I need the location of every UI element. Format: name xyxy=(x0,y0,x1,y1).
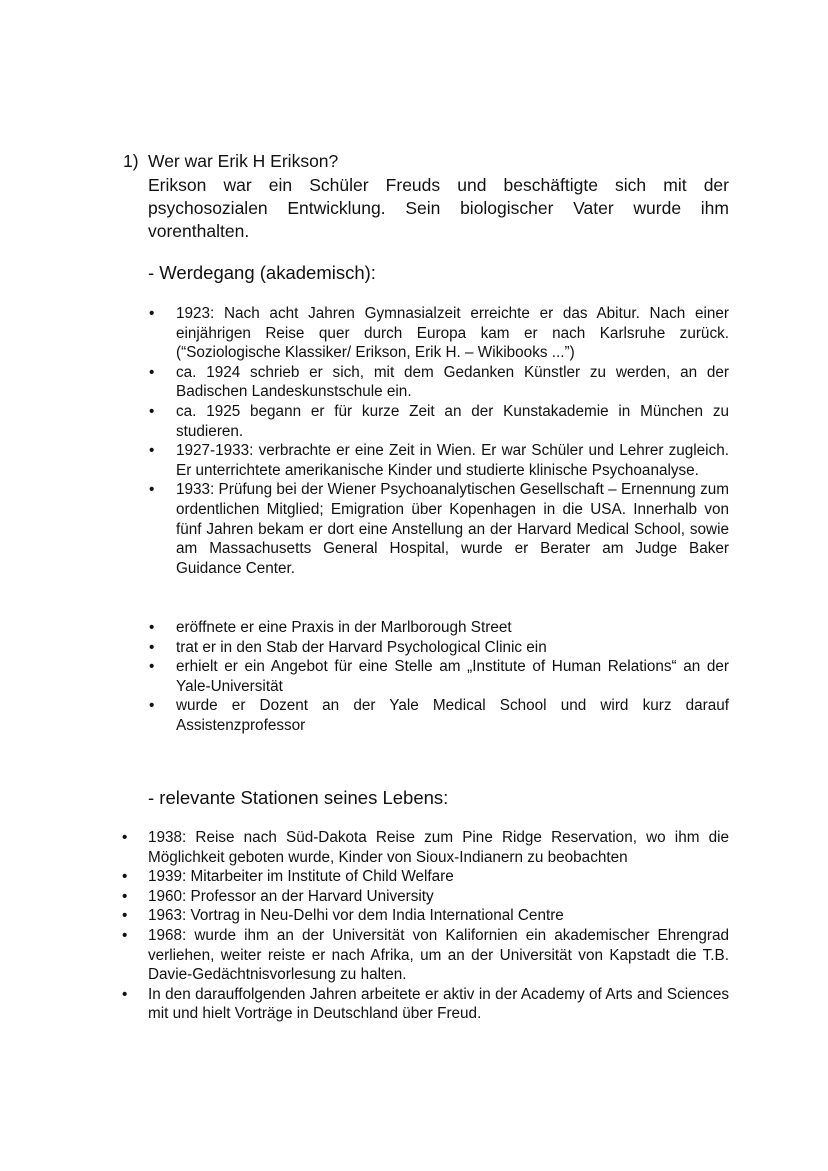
list-item-text: ca. 1924 schrieb er sich, mit dem Gedanken Künstler zu werden, an der Badischen Landeskunstschule ein. xyxy=(176,363,729,401)
bullet-icon: • xyxy=(122,985,128,1003)
bullet-icon: • xyxy=(149,442,155,460)
bullet-icon: • xyxy=(122,829,128,846)
list-item-text: trat er in den Stab der Harvard Psychological Clinic ein xyxy=(176,638,547,656)
list-item-text: 1927-1933: verbrachte er eine Zeit in Wien. Er war Schüler und Lehrer zugleich. Er unterrichtete amerikanische Kinder und studierte klinische Psychoanalyse. xyxy=(176,442,729,479)
bullet-icon: • xyxy=(149,697,155,715)
list-item xyxy=(149,657,729,696)
list-item-text: 1939: Mitarbeiter im Institute of Child Welfare xyxy=(148,868,454,886)
question-number: 1) xyxy=(123,151,139,171)
bullet-icon: • xyxy=(122,887,128,905)
list-item-text: erhielt er ein Angebot für eine Stelle am „Institute of Human Relations“ an der Yale-Universität xyxy=(176,658,729,695)
list-item xyxy=(122,867,729,887)
list-item xyxy=(122,887,729,907)
bullet-icon: • xyxy=(149,638,155,656)
list-item xyxy=(122,926,729,985)
list-item-text: ca. 1925 begann er für kurze Zeit an der Kunstakademie in München zu studieren. xyxy=(176,402,729,440)
bullet-icon: • xyxy=(122,907,128,925)
section-heading-stationen: - relevante Stationen seines Lebens: xyxy=(148,787,449,808)
bullet-icon: • xyxy=(149,619,155,636)
bullet-icon: • xyxy=(149,305,155,322)
bullet-icon: • xyxy=(149,363,155,381)
list-item-text: 1938: Reise nach Süd-Dakota Reise zum Pine Ridge Reservation, wo ihm die Möglichkeit geboten wurde, Kinder von Sioux-Indianern zu beobachten xyxy=(148,829,729,866)
bullet-icon: • xyxy=(122,926,128,944)
list-item xyxy=(149,402,729,441)
bullet-icon: • xyxy=(149,658,155,676)
list-item-text: 1933: Prüfung bei der Wiener Psychoanalytischen Gesellschaft – Ernennung zum ordentlichen Mitglied; Emigration über Kopenhagen in die USA. Innerhalb von fünf Jahren bekam er dort eine Anstellung an der Harvard Medical School, sowie am Massachusetts General Hospital, wurde er Berater am Judge Baker Guidance Center. xyxy=(176,481,729,577)
list-item-text: wurde er Dozent an der Yale Medical School und wird kurz darauf Assistenzprofessor xyxy=(176,697,729,734)
list-item xyxy=(149,696,729,735)
section-heading-werdegang: - Werdegang (akademisch): xyxy=(148,262,376,283)
list-item xyxy=(122,906,729,926)
list-item xyxy=(149,363,729,402)
list-item-text: 1960: Professor an der Harvard University xyxy=(148,887,434,905)
career-list-continued xyxy=(149,618,729,736)
list-item-text: In den darauffolgenden Jahren arbeitete er aktiv in der Academy of Arts and Sciences mit und hielt Vorträge in Deutschland über Freud. xyxy=(148,985,729,1023)
list-item xyxy=(149,638,729,658)
question-title: Wer war Erik H Erikson? xyxy=(148,151,339,171)
list-item-text: eröffnete er eine Praxis in der Marlborough Street xyxy=(176,619,512,636)
list-item xyxy=(149,304,729,363)
bullet-icon: • xyxy=(149,402,155,420)
list-item-text: 1963: Vortrag in Neu-Delhi vor dem India International Centre xyxy=(148,907,564,925)
life-stations-list xyxy=(122,828,729,1024)
list-item xyxy=(149,441,729,480)
career-list xyxy=(149,304,729,578)
list-item xyxy=(149,480,729,578)
list-item xyxy=(149,618,729,638)
list-item-text: 1923: Nach acht Jahren Gymnasialzeit erreichte er das Abitur. Nach einer einjährigen Reise quer durch Europa kam er nach Karlsruhe zurück. (“Soziologische Klassiker/ Erikson, Erik H. – Wikibooks ...”) xyxy=(176,305,729,362)
intro-paragraph: Erikson war ein Schüler Freuds und beschäftigte sich mit der psychosozialen Entwicklung. Sein biologischer Vater wurde ihm vorenthalten. xyxy=(148,175,729,241)
list-item-text: 1968: wurde ihm an der Universität von Kalifornien ein akademischer Ehrengrad verliehen, weiter reiste er nach Afrika, um an der Universität von Kapstadt die T.B. Davie-Gedächtnisvorlesung zu halten. xyxy=(148,926,729,984)
bullet-icon: • xyxy=(149,481,155,499)
list-item xyxy=(122,985,729,1024)
bullet-icon: • xyxy=(122,868,128,886)
list-item xyxy=(122,828,729,867)
